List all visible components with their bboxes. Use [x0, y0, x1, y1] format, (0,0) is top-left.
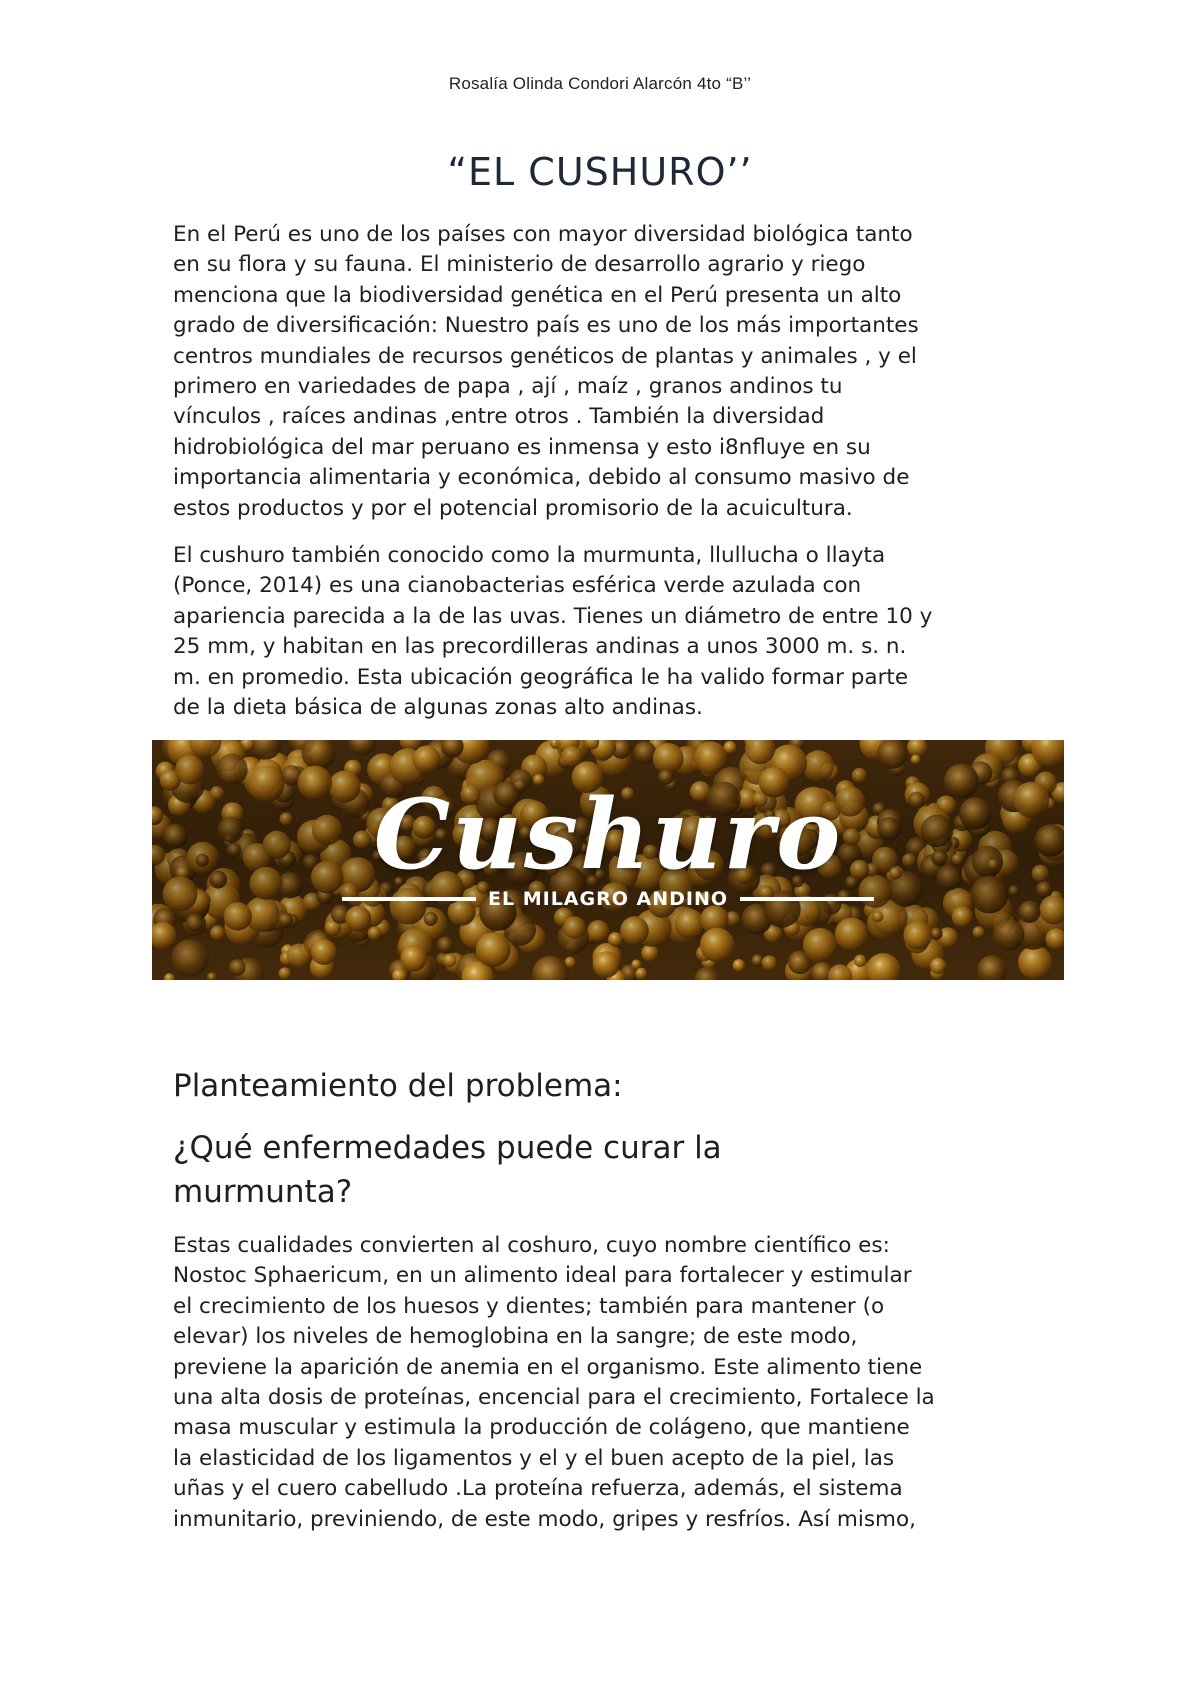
- paragraph-line: la elasticidad de los ligamentos y el y el buen acepto de la piel, las: [173, 1445, 895, 1471]
- research-question: [173, 1126, 722, 1214]
- paragraph-line: centros mundiales de recursos genéticos de plantas y animales , y el: [173, 343, 917, 369]
- divider: [740, 897, 874, 901]
- paragraph-line: el crecimiento de los huesos y dientes; también para mantener (o: [173, 1293, 885, 1319]
- paragraph-line: Estas cualidades convierten al coshuro, cuyo nombre científico es:: [173, 1233, 890, 1258]
- paragraph-line: en su flora y su fauna. El ministerio de desarrollo agrario y riego: [173, 252, 866, 278]
- benefits-paragraph: [173, 1231, 1043, 1535]
- paragraph-line: menciona que la biodiversidad genética en el Perú presenta un alto: [173, 282, 902, 308]
- description-paragraph: [173, 541, 1043, 723]
- paragraph-line: 25 mm, y habitan en las precordilleras andinas a unos 3000 m. s. n.: [173, 634, 907, 660]
- banner-subtitle-row: [342, 886, 874, 912]
- paragraph-line: El cushuro también conocido como la murmunta, llullucha o llayta: [173, 543, 886, 568]
- paragraph-line: importancia alimentaria y económica, debido al consumo masivo de: [173, 465, 910, 491]
- banner-subtitle: EL MILAGRO ANDINO: [488, 888, 728, 910]
- paragraph-line: apariencia parecida a la de las uvas. Tienes un diámetro de entre 10 y: [173, 603, 933, 629]
- paragraph-line: grado de diversificación: Nuestro país es uno de los más importantes: [173, 313, 919, 339]
- intro-paragraph: [173, 220, 1043, 524]
- banner-title: Cushuro: [373, 778, 843, 891]
- paragraph-line: elevar) los niveles de hemoglobina en la sangre; de este modo,: [173, 1324, 858, 1350]
- paragraph-line: estos productos y por el potencial promisorio de la acuicultura.: [173, 495, 853, 521]
- question-line: murmunta?: [173, 1174, 353, 1210]
- paragraph-line: vínculos , raíces andinas ,entre otros . También la diversidad: [173, 404, 825, 430]
- paragraph-line: inmunitario, previniendo, de este modo, gripes y resfríos. Así mismo,: [173, 1506, 916, 1532]
- document-title: “EL CUSHURO’’: [447, 150, 753, 194]
- paragraph-line: uñas y el cuero cabelludo .La proteína refuerza, además, el sistema: [173, 1476, 903, 1502]
- paragraph-line: previene la aparición de anemia en el organismo. Este alimento tiene: [173, 1354, 923, 1380]
- cushuro-banner-image: [152, 740, 1064, 980]
- question-line: ¿Qué enfermedades puede curar la: [173, 1130, 722, 1166]
- paragraph-line: Nostoc Sphaericum, en un alimento ideal para fortalecer y estimular: [173, 1263, 912, 1289]
- paragraph-line: (Ponce, 2014) es una cianobacterias esférica verde azulada con: [173, 573, 862, 599]
- paragraph-line: primero en variedades de papa , ají , maíz , granos andinos tu: [173, 374, 843, 400]
- paragraph-line: de la dieta básica de algunas zonas alto andinas.: [173, 695, 703, 721]
- paragraph-line: masa muscular y estimula la producción de colágeno, que mantiene: [173, 1415, 910, 1441]
- paragraph-line: m. en promedio. Esta ubicación geográfica le ha valido formar parte: [173, 664, 909, 690]
- author-line: Rosalía Olinda Condori Alarcón 4to “B’’: [448, 74, 752, 93]
- divider: [342, 897, 476, 901]
- paragraph-line: hidrobiológica del mar peruano es inmensa y esto i8nfluye en su: [173, 434, 871, 460]
- problem-heading: Planteamiento del problema:: [173, 1068, 623, 1104]
- paragraph-line: En el Perú es uno de los países con mayor diversidad biológica tanto: [173, 222, 913, 247]
- paragraph-line: una alta dosis de proteínas, encencial para el crecimiento, Fortalece la: [173, 1385, 935, 1411]
